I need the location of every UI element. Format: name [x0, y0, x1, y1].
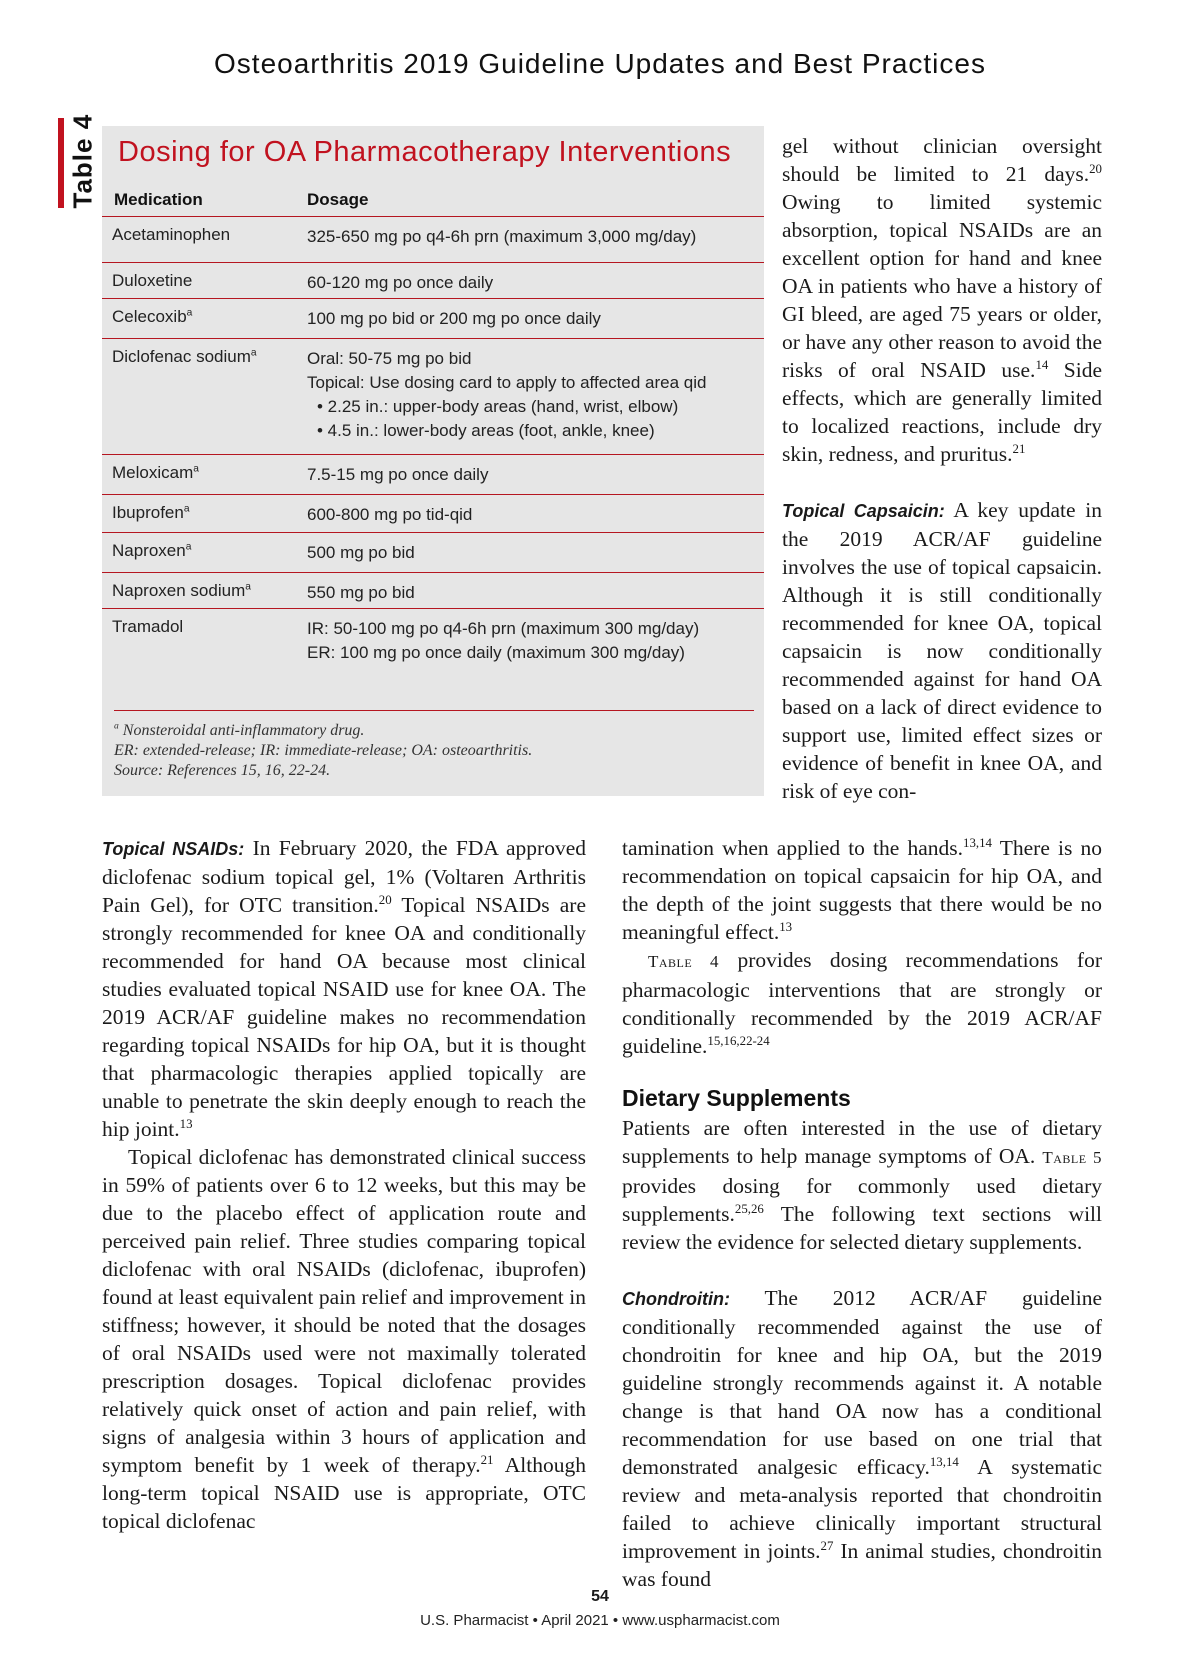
- dosage-line: Topical: Use dosing card to apply to affected area qid: [307, 373, 707, 392]
- dosage-line: 60-120 mg po once daily: [307, 273, 494, 292]
- lead-in-topical-nsaids: Topical NSAIDs:: [102, 839, 245, 859]
- lead-in-topical-capsaicin: Topical Capsaicin:: [782, 501, 945, 521]
- dosage-line: 100 mg po bid or 200 mg po once daily: [307, 309, 601, 328]
- footnote-marker: a: [250, 347, 257, 359]
- dosage-line: ER: 100 mg po once daily (maximum 300 mg/day): [307, 643, 685, 662]
- table-row: [102, 454, 764, 495]
- table-row: [102, 608, 764, 697]
- footnote-line-2: ER: extended-release; IR: immediate-release; OA: osteoarthritis.: [114, 742, 533, 759]
- footnote-marker: a: [185, 541, 192, 553]
- paragraph: gel without clinician oversight should be limited to 21 days.$^{20}$ Owing to limited systemic absorption, topical NSAIDs are an excellent option for hand and knee OA in patients who have a history of GI bleed, are aged 75 years or older, or have any other reason to avoid the risks of oral NSAID use.$^{14}$ Side effects, which are generally limited to localized reactions, include dry skin, redness, and pruritus.$^{21}$: [782, 134, 1102, 466]
- table-row: [102, 532, 764, 573]
- medication-cell-wrap: [112, 463, 199, 483]
- dosage-cell: [307, 225, 696, 249]
- dosage-cell: [307, 271, 493, 295]
- dosage-line: • 2.25 in.: upper-body areas (hand, wrist, elbow): [317, 397, 679, 416]
- medication-cell: Diclofenac sodium: [112, 347, 251, 366]
- medication-cell: Naproxen: [112, 541, 186, 560]
- medication-cell-wrap: [112, 225, 230, 245]
- table-footnote: [114, 710, 754, 781]
- section-heading-dietary-supplements: Dietary Supplements: [622, 1085, 851, 1111]
- page-footer: U.S. Pharmacist • April 2021 • www.uspharmacist.com: [420, 1612, 780, 1629]
- dosage-cell: [307, 307, 601, 331]
- table-4-reference: Table 4: [648, 952, 720, 971]
- dosage-line: • 4.5 in.: lower-body areas (foot, ankle, knee): [317, 421, 655, 440]
- medication-cell: Tramadol: [112, 617, 184, 636]
- medication-cell-wrap: [112, 307, 192, 327]
- table-row: [102, 494, 764, 533]
- column-header-dosage: Dosage: [307, 190, 369, 209]
- dosage-cell: [307, 347, 706, 443]
- medication-cell: Celecoxib: [112, 307, 187, 326]
- paragraph-topical-nsaids: Topical NSAIDs: In February 2020, the FDA approved diclofenac sodium topical gel, 1% (Voltaren Arthritis Pain Gel), for OTC transition.$^{20}$ Topical NSAIDs are strongly recommended for knee OA and conditionally recommended for hand OA because most clinical studies evaluated topical NSAID use for knee OA. The 2019 ACR/AF guideline makes no recommendation regarding topical NSAIDs for hip OA, but it is thought that pharmacologic therapies applied topically are unable to penetrate the skin deeply enough to reach the hip joint.$^{13}$: [102, 836, 587, 1141]
- paragraph: Topical diclofenac has demonstrated clinical success in 59% of patients over 6 to 12 weeks, but this may be due to the placebo effect of application route and perceived pain relief. Three studies comparing topical diclofenac with oral NSAIDs (diclofenac, ibuprofen) found at least equivalent pain relief and improvement in stiffness; however, it should be noted that the dosages of oral NSAIDs used were not maximally tolerated prescription dosages. Topical diclofenac provides relatively quick onset of action and pain relief, with signs of analgesia within 3 hours of application and symptom benefit by 1 week of therapy.$^{21}$ Although long-term topical NSAID use is appropriate, OTC topical diclofenac: [102, 1145, 586, 1533]
- footnote-marker: a: [186, 307, 193, 319]
- right-column: [622, 834, 1102, 1593]
- paragraph: Patients are often interested in the use of dietary supplements to help manage symptoms of OA. Table 5 provides dosing for commonly used dietary supplements.$^{25,26}$ The following text sections will review the evidence for selected dietary supplements.: [622, 1116, 1103, 1254]
- footnote-marker: a: [193, 463, 199, 475]
- medication-cell-wrap: [112, 271, 192, 291]
- medication-cell: Ibuprofen: [112, 503, 184, 522]
- dosage-line: 500 mg po bid: [307, 543, 415, 562]
- dosage-line: 600-800 mg po tid-qid: [307, 505, 473, 524]
- table-label: Table 4: [67, 113, 98, 209]
- dosage-cell: [307, 541, 415, 565]
- dosage-line: 325-650 mg po q4-6h prn (maximum 3,000 mg/day): [307, 227, 697, 246]
- dosage-line: 550 mg po bid: [307, 583, 415, 602]
- lead-in-chondroitin: Chondroitin:: [622, 1289, 730, 1309]
- medication-cell-wrap: [112, 617, 183, 637]
- table-label-bar: [58, 118, 64, 208]
- right-column-top: [782, 132, 1102, 805]
- dosage-cell: [307, 581, 415, 605]
- table-row: [102, 262, 764, 299]
- dosage-line: IR: 50-100 mg po q4-6h prn (maximum 300 mg/day): [307, 619, 700, 638]
- running-header: Osteoarthritis 2019 Guideline Updates and Best Practices: [214, 48, 986, 79]
- dosage-cell: [307, 617, 699, 665]
- paragraph-chondroitin: Chondroitin: The 2012 ACR/AF guideline conditionally recommended against the use of chondroitin for knee and hip OA, but the 2019 guideline strongly recommends against it. A notable change is that hand OA now has a conditional recommendation for use based on one trial that demonstrated analgesic efficacy.$^{13,14}$ A systematic review and meta-analysis reported that chondroitin failed to achieve clinically important structural improvement in joints.$^{27}$ In animal studies, chondroitin was found: [622, 1286, 1103, 1591]
- dosage-line: 7.5-15 mg po once daily: [307, 465, 489, 484]
- left-column: [102, 834, 586, 1535]
- table-5-reference: Table 5: [1042, 1148, 1103, 1167]
- medication-cell-wrap: [112, 503, 190, 523]
- medication-cell: Acetaminophen: [112, 225, 231, 244]
- table-row: [102, 216, 764, 263]
- medication-cell: Meloxicam: [112, 463, 194, 482]
- medication-cell: Naproxen sodium: [112, 581, 246, 600]
- paragraph: tamination when applied to the hands.$^{13,14}$ There is no recommendation on topical capsaicin for hip OA, and the depth of the joint suggests that there would be no meaningful effect.$^{13}$: [622, 835, 1102, 944]
- table-row: [102, 338, 764, 455]
- column-header-medication: Medication: [114, 190, 203, 209]
- footnote-line-1: Nonsteroidal anti-inflammatory drug.: [122, 722, 365, 739]
- page-number: 54: [591, 1588, 609, 1605]
- paragraph-topical-capsaicin: Topical Capsaicin: A key update in the 2019 ACR/AF guideline involves the use of topical capsaicin. Although it is still conditionally recommended for knee OA, topical capsaicin is now conditionally recommended against for hand OA based on a lack of direct evidence to support use, limited effect sizes or evidence of benefit in knee OA, and risk of eye con-: [782, 498, 1102, 803]
- dosage-cell: [307, 503, 472, 527]
- dosage-cell: [307, 463, 488, 487]
- table-title: Dosing for OA Pharmacotherapy Interventions: [118, 136, 732, 168]
- footnote-marker: a: [183, 503, 190, 515]
- dosing-table: [102, 126, 764, 796]
- footnote-line-3: Source: References 15, 16, 22-24.: [114, 762, 331, 779]
- medication-cell-wrap: [112, 581, 251, 601]
- table-row: [102, 572, 764, 609]
- paragraph: Table 4 provides dosing recommendations for pharmacologic interventions that are strongly or conditionally recommended by the 2019 ACR/AF guideline.$^{15,16,22-24}$: [622, 948, 1102, 1058]
- table-row: [102, 298, 764, 339]
- medication-cell-wrap: [112, 541, 191, 561]
- footnote-marker: a: [114, 720, 119, 732]
- medication-cell: Duloxetine: [112, 271, 193, 290]
- footnote-marker: a: [245, 581, 251, 593]
- dosage-line: Oral: 50-75 mg po bid: [307, 349, 472, 368]
- medication-cell-wrap: [112, 347, 257, 367]
- table-label-tab: [58, 113, 98, 209]
